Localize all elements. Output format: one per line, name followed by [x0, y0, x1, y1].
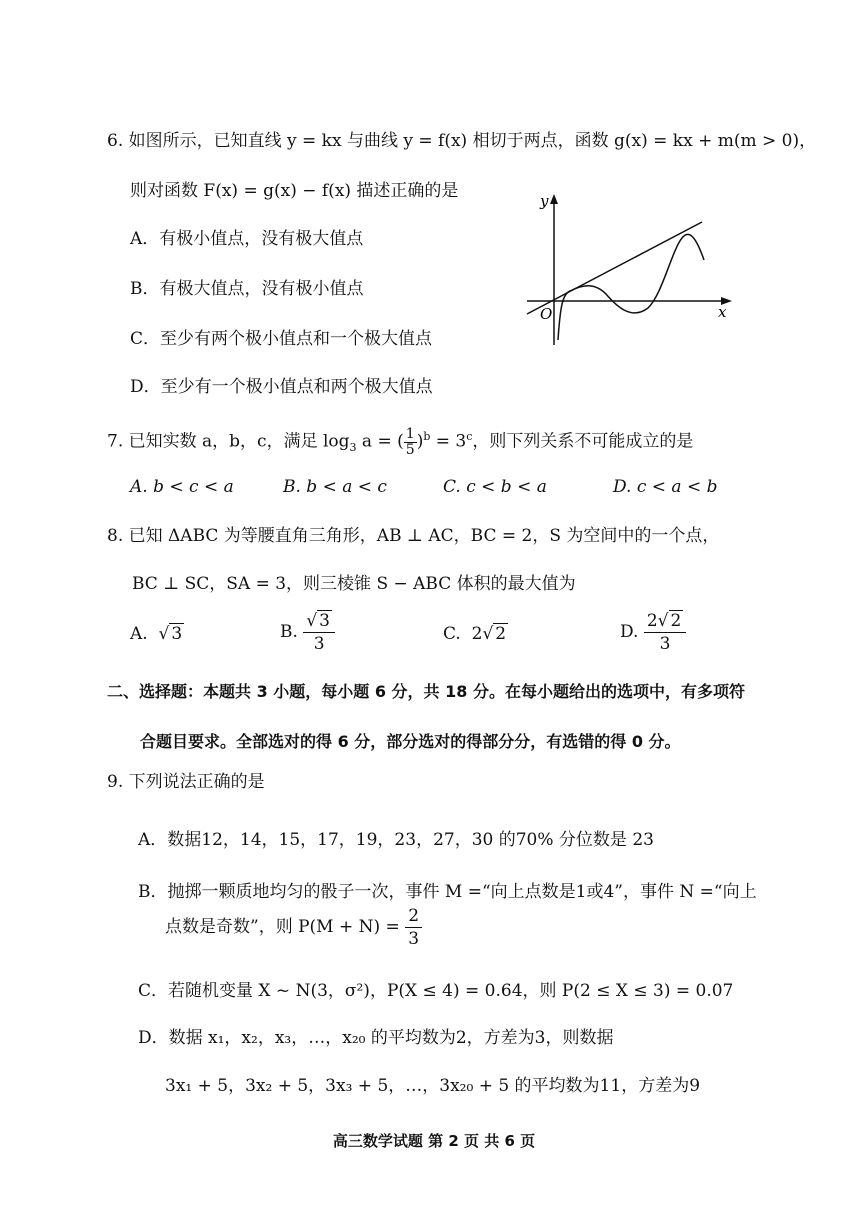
- q7-option-c: C. c < b < a: [443, 477, 547, 497]
- q7-option-a: A. b < c < a: [130, 477, 234, 497]
- q8-option-c: C. 2√ 2: [443, 624, 507, 644]
- section2-heading-line1: 二、选择题：本题共 3 小题，每小题 6 分，共 18 分。在每小题给出的选项中，有多项符: [107, 682, 745, 701]
- y-axis-label: y: [540, 192, 549, 210]
- q6-graph-figure: [522, 190, 742, 355]
- q7-fraction: $\frac{1}{5}$: [405, 425, 415, 458]
- q9-option-a: A．数据12，14，15，17，19，23，27，30 的70% 分位数是 23: [138, 830, 654, 850]
- q8-d-fraction: $\frac{2√ 2}{3}$: [644, 610, 687, 655]
- q6-option-c: C．至少有两个极小值点和一个极大值点: [130, 329, 433, 349]
- q6-option-d: D．至少有一个极小值点和两个极大值点: [130, 377, 433, 397]
- q8-stem-line2: BC ⊥ SC，SA = 3，则三棱锥 S − ABC 体积的最大值为: [132, 574, 576, 594]
- q8-stem-line1: 8. 已知 ΔABC 为等腰直角三角形，AB ⊥ AC，BC = 2，S 为空间中的一个点，: [107, 526, 720, 546]
- curve-fx: [558, 234, 704, 340]
- q9-option-d-line2: 3x₁ + 5，3x₂ + 5，3x₃ + 5，…，3x₂₀ + 5 的平均数为11，方差为9: [165, 1076, 701, 1096]
- page-footer: 高三数学试题 第 2 页 共 6 页: [332, 1132, 536, 1150]
- q6-stem-line2: 则对函数 F(x) = g(x) − f(x) 描述正确的是: [130, 181, 459, 201]
- q8-option-b: B. $\frac{√ 3}{3}$: [280, 610, 335, 655]
- q9-option-c: C．若随机变量 X ~ N(3，σ²)，P(X ≤ 4) = 0.64，则 P(2 ≤ X ≤ 3) = 0.07: [138, 981, 734, 1001]
- q6-stem-line1: 6. 如图所示，已知直线 y = kx 与曲线 y = f(x) 相切于两点，函数 g(x) = kx + m(m > 0)，: [107, 131, 817, 151]
- x-axis-label: x: [718, 303, 727, 321]
- q6-option-b: B．有极大值点，没有极小值点: [130, 279, 364, 299]
- q7-stem: 7. 已知实数 a，b，c，满足 $\log_3 a$ = ( $\frac{1}{5}$ )$^b = 3^c$，则下列关系不可能成立的是: [107, 425, 694, 458]
- section2-heading-line2: 合题目要求。全部选对的得 6 分，部分选对的得部分分，有选错的得 0 分。: [140, 732, 681, 751]
- q9-option-b-line2: 点数是奇数”，则 P(M + N) = $\frac{2}{3}$: [165, 905, 422, 950]
- q8-option-a: A. √ 3: [130, 624, 183, 644]
- q9-stem: 9. 下列说法正确的是: [107, 772, 265, 792]
- q6-option-a: A．有极小值点，没有极大值点: [130, 229, 364, 249]
- q9-b-fraction: $\frac{2}{3}$: [405, 905, 422, 950]
- q7-option-d: D. c < a < b: [613, 477, 718, 497]
- origin-label: O: [540, 305, 553, 323]
- y-axis-arrow: [550, 194, 558, 204]
- q9-option-b-line1: B．抛掷一颗质地均匀的骰子一次，事件 M =“向上点数是1或4”，事件 N =“向上: [138, 882, 757, 902]
- q9-option-d-line1: D．数据 x₁，x₂，x₃，…，x₂₀ 的平均数为2，方差为3，则数据: [138, 1028, 614, 1048]
- q8-b-fraction: $\frac{√ 3}{3}$: [303, 610, 335, 655]
- q7-option-b: B. b < a < c: [283, 477, 387, 497]
- q8-option-d: D. $\frac{2√ 2}{3}$: [620, 610, 686, 655]
